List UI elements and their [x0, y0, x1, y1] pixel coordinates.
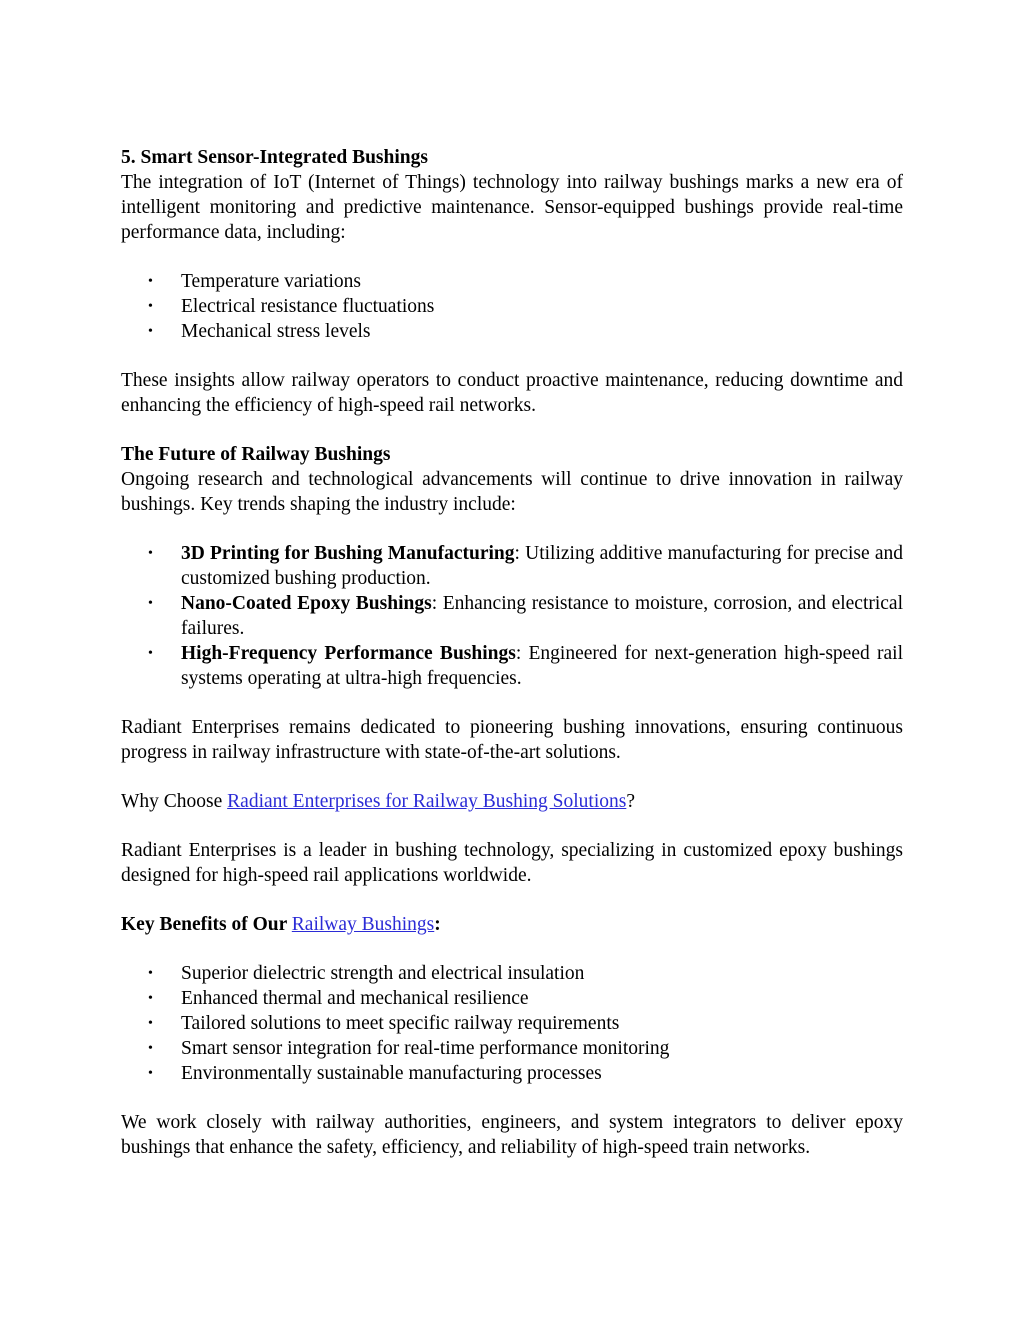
bullet-icon: • [148, 1041, 153, 1056]
trend-term: Nano-Coated Epoxy Bushings [181, 593, 432, 614]
trend-description: : Utilizing additive manufacturing for precise and customized bushing production. [181, 543, 904, 589]
section-smart-sensor [121, 145, 903, 245]
bullet-icon: • [148, 1016, 153, 1031]
section-paragraph: The integration of IoT (Internet of Things) technology into railway bushings marks a new era of intelligent monitoring and predictive maintenance. Sensor-equipped bushings provide real-time performance data, including: [121, 172, 903, 243]
list-item [121, 541, 903, 591]
trends-list [121, 541, 903, 691]
list-item: • Enhanced thermal and mechanical resilience [148, 988, 529, 1009]
list-item: • Superior dielectric strength and electrical insulation [148, 963, 585, 984]
benefits-heading: Key Benefits of Our Railway Bushings: [121, 914, 441, 935]
bullet-icon: • [148, 274, 153, 289]
section-closing-paragraph: These insights allow railway operators to conduct proactive maintenance, reducing downtime and enhancing the efficiency of high-speed rail networks. [121, 370, 903, 416]
bullet-icon: • [148, 299, 153, 314]
bullet-icon: • [148, 991, 153, 1006]
railway-bushings-link[interactable]: Railway Bushings [291, 914, 435, 935]
future-closing-paragraph: Radiant Enterprises remains dedicated to pioneering bushing innovations, ensuring continuous progress in railway infrastructure with state-of-the-art solutions. [121, 717, 903, 763]
bullet-icon: • [148, 1066, 153, 1081]
sensor-data-list [121, 269, 903, 344]
list-item: • Temperature variations [148, 271, 362, 292]
trend-term: 3D Printing for Bushing Manufacturing [181, 543, 515, 564]
trend-term: High-Frequency Performance Bushings [181, 643, 516, 664]
list-item [121, 641, 903, 691]
list-item: • Mechanical stress levels [148, 321, 371, 342]
list-item [121, 591, 903, 641]
section-heading: The Future of Railway Bushings [121, 444, 391, 465]
list-item: • Electrical resistance fluctuations [148, 296, 435, 317]
section-paragraph: Ongoing research and technological advancements will continue to drive innovation in railway bushings. Key trends shaping the industry include: [121, 469, 903, 515]
benefits-closing-paragraph: We work closely with railway authorities, engineers, and system integrators to deliver epoxy bushings that enhance the safety, efficiency, and reliability of high-speed train networks. [121, 1112, 903, 1158]
benefits-list [121, 961, 903, 1086]
section-heading: 5. Smart Sensor-Integrated Bushings [121, 147, 428, 168]
bullet-icon: • [148, 324, 153, 339]
document-page [121, 145, 903, 1184]
section-future [121, 442, 903, 517]
bullet-icon: • [148, 596, 153, 611]
radiant-solutions-link[interactable]: Radiant Enterprises for Railway Bushing Solutions [227, 791, 627, 812]
bullet-icon: • [148, 966, 153, 981]
trend-description: : Enhancing resistance to moisture, corrosion, and electrical failures. [181, 593, 904, 639]
list-item: • Tailored solutions to meet specific railway requirements [148, 1013, 620, 1034]
list-item: • Smart sensor integration for real-time performance monitoring [148, 1038, 670, 1059]
trend-description: : Engineered for next-generation high-speed rail systems operating at ultra-high frequencies. [181, 643, 903, 689]
why-paragraph: Radiant Enterprises is a leader in bushing technology, specializing in customized epoxy bushings designed for high-speed rail applications worldwide. [121, 840, 903, 886]
bullet-icon: • [148, 646, 153, 661]
why-choose-line: Why Choose Radiant Enterprises for Railway Bushing Solutions? [121, 791, 635, 812]
list-item: • Environmentally sustainable manufacturing processes [148, 1063, 602, 1084]
bullet-icon: • [148, 546, 153, 561]
